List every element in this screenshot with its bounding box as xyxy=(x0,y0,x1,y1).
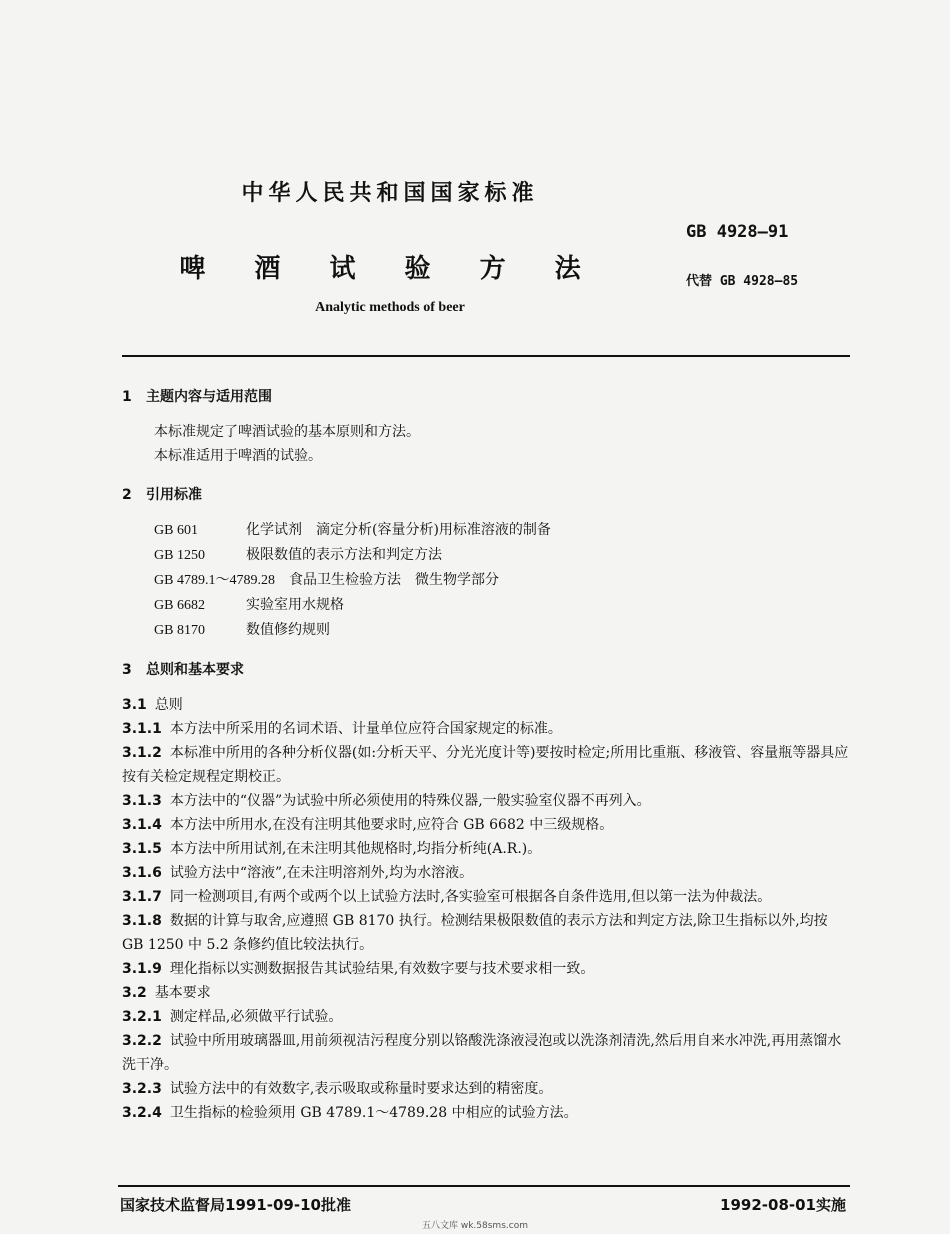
clause-number: 3.2 xyxy=(122,985,147,1001)
approval-date: 国家技术监督局1991-09-10批准 xyxy=(120,1196,351,1214)
paragraph: 本标准规定了啤酒试验的基本原则和方法。 xyxy=(154,424,420,440)
reference-title: 数值修约规则 xyxy=(246,622,330,638)
clause xyxy=(122,693,850,717)
paragraph: 本标准适用于啤酒的试验。 xyxy=(154,448,322,464)
clause-number: 3.1.6 xyxy=(122,865,162,881)
clause-number: 3.2.1 xyxy=(122,1009,162,1025)
header-rule xyxy=(122,355,850,357)
document-title: 啤 酒 试 验 方 法 xyxy=(179,254,601,284)
clause-number: 3.1.1 xyxy=(122,721,162,737)
clause-text: 试验中所用玻璃器皿,用前须视洁污程度分别以铬酸洗涤液浸泡或以洗涤剂清洗,然后用自来水冲洗,再用蒸馏水洗干净。 xyxy=(122,1033,842,1073)
clause xyxy=(122,981,850,1005)
reference-title: 食品卫生检验方法 微生物学部分 xyxy=(288,572,499,588)
clause-number: 3.1.3 xyxy=(122,793,162,809)
reference-title: 化学试剂 滴定分析(容量分析)用标准溶液的制备 xyxy=(246,522,551,538)
clause-text: 理化指标以实测数据报告其试验结果,有效数字要与技术要求相一致。 xyxy=(169,961,595,977)
clause xyxy=(122,861,850,885)
clause-text: 基本要求 xyxy=(154,985,211,1001)
section-title: 引用标准 xyxy=(146,487,202,503)
clause-text: 同一检测项目,有两个或两个以上试验方法时,各实验室可根据各自条件选用,但以第一法为仲裁法。 xyxy=(169,889,772,905)
clause-text: 测定样品,必须做平行试验。 xyxy=(169,1009,343,1025)
reference-item xyxy=(122,543,850,568)
reference-code: GB 1250 xyxy=(154,548,205,563)
reference-code: GB 8170 xyxy=(154,623,205,638)
clause xyxy=(122,885,850,909)
reference-item xyxy=(122,593,850,618)
clause xyxy=(122,957,850,981)
clause xyxy=(122,1101,850,1125)
clause-number: 3.1.5 xyxy=(122,841,162,857)
clause-number: 3.1.2 xyxy=(122,745,162,761)
reference-code: GB 4789.1～4789.28 xyxy=(154,573,275,588)
reference-title: 极限数值的表示方法和判定方法 xyxy=(246,547,442,563)
section-2-heading xyxy=(122,484,850,504)
reference-title: 实验室用水规格 xyxy=(246,597,344,613)
reference-item xyxy=(122,518,850,543)
clause xyxy=(122,741,850,789)
watermark: 五八文库 wk.58sms.com xyxy=(422,1221,528,1231)
clause-number: 3.1 xyxy=(122,697,147,713)
clause xyxy=(122,789,850,813)
implementation-date: 1992-08-01实施 xyxy=(720,1196,846,1214)
clause xyxy=(122,1029,850,1077)
clause-text: 本方法中所采用的名词术语、计量单位应符合国家规定的标准。 xyxy=(169,721,562,737)
replaces-standard: 代替 GB 4928—85 xyxy=(686,274,799,289)
national-standard-heading: 中华人民共和国国家标准 xyxy=(241,181,539,206)
clause xyxy=(122,717,850,741)
reference-item xyxy=(122,618,850,643)
clause-number: 3.1.9 xyxy=(122,961,162,977)
section-number: 3 xyxy=(122,662,132,678)
english-title: Analytic methods of beer xyxy=(315,300,465,315)
clause-text: 本方法中所用试剂,在未注明其他规格时,均指分析纯(A.R.)。 xyxy=(169,841,542,857)
document-body xyxy=(122,386,850,1125)
clause xyxy=(122,1077,850,1101)
clause-text: 总则 xyxy=(154,697,183,713)
reference-item xyxy=(122,568,850,593)
section-title: 主题内容与适用范围 xyxy=(146,389,272,405)
section-number: 2 xyxy=(122,487,132,503)
clause xyxy=(122,1005,850,1029)
clause-text: 试验方法中的有效数字,表示吸取或称量时要求达到的精密度。 xyxy=(169,1081,553,1097)
clause-number: 3.2.2 xyxy=(122,1033,162,1049)
clause-number: 3.1.8 xyxy=(122,913,162,929)
clause xyxy=(122,837,850,861)
footer-rule xyxy=(118,1185,850,1187)
clause xyxy=(122,909,850,957)
clause-number: 3.1.7 xyxy=(122,889,162,905)
clause-text: 本方法中所用水,在没有注明其他要求时,应符合 GB 6682 中三级规格。 xyxy=(169,817,614,833)
clause xyxy=(122,813,850,837)
clause-text: 试验方法中“溶液”,在未注明溶剂外,均为水溶液。 xyxy=(169,865,474,881)
clause-text: 本标准中所用的各种分析仪器(如:分析天平、分光光度计等)要按时检定;所用比重瓶、移液管、容量瓶等器具应按有关检定规程定期校正。 xyxy=(122,745,849,785)
reference-code: GB 6682 xyxy=(154,598,205,613)
clause-number: 3.1.4 xyxy=(122,817,162,833)
section-title: 总则和基本要求 xyxy=(146,662,244,678)
reference-code: GB 601 xyxy=(154,523,198,538)
clause-text: 本方法中的“仪器”为试验中所必须使用的特殊仪器,一般实验室仪器不再列入。 xyxy=(169,793,651,809)
clause-text: 卫生指标的检验须用 GB 4789.1～4789.28 中相应的试验方法。 xyxy=(169,1105,578,1121)
section-number: 1 xyxy=(122,389,132,405)
section-1-heading xyxy=(122,386,850,406)
clause-number: 3.2.3 xyxy=(122,1081,162,1097)
clause-text: 数据的计算与取舍,应遵照 GB 8170 执行。检测结果极限数值的表示方法和判定方法,除卫生指标以外,均按 GB 1250 中 5.2 条修约值比较法执行。 xyxy=(122,913,828,953)
section-3-heading xyxy=(122,659,850,679)
clause-number: 3.2.4 xyxy=(122,1105,162,1121)
standard-code: GB 4928—91 xyxy=(686,222,789,242)
